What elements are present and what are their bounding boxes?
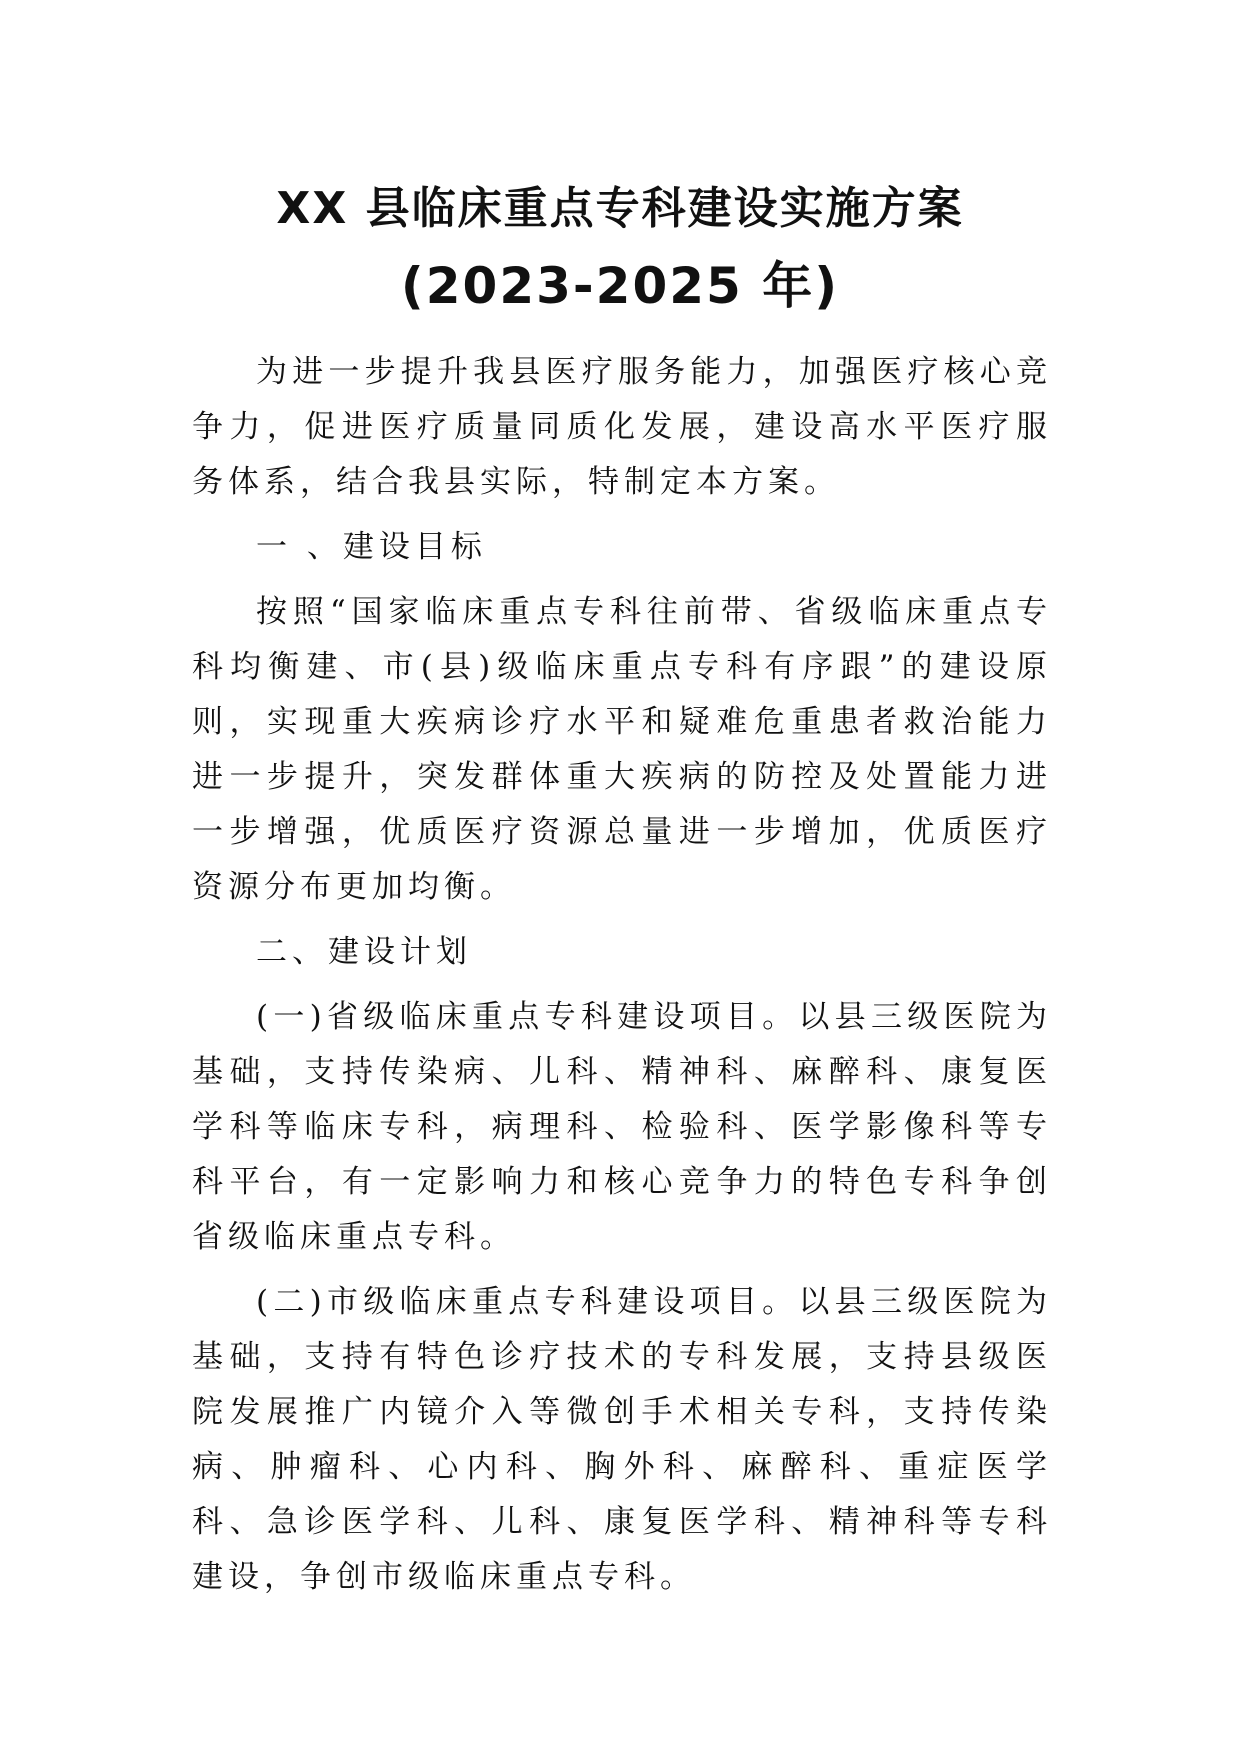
section-heading-goals: 一 、建设目标 (256, 529, 487, 565)
document-body (192, 345, 1052, 1615)
document-title: XX 县临床重点专科建设实施方案 (276, 183, 964, 234)
plan-item-municipal: (二)市级临床重点专科建设项目。以县三级医院为基础，支持有特色诊疗技术的专科发展，支持县级医院发展推广内镜介入等微创手术相关专科，支持传染病、肿瘤科、心内科、胸外科、麻醉科、重症医学科、急诊医学科、儿科、康复医学科、精神科等专科建设，争创市级临床重点专科。 (192, 1284, 1052, 1595)
section-heading-plan: 二、建设计划 (256, 934, 472, 970)
document-subtitle-years: (2023-2025 年) (400, 257, 840, 315)
intro-paragraph: 为进一步提升我县医疗服务能力，加强医疗核心竞争力，促进医疗质量同质化发展，建设高水平医疗服务体系，结合我县实际，特制定本方案。 (192, 354, 1052, 500)
plan-item-provincial: (一)省级临床重点专科建设项目。以县三级医院为基础，支持传染病、儿科、精神科、麻醉科、康复医学科等临床专科，病理科、检验科、医学影像科等专科平台，有一定影响力和核心竞争力的特色专科争创省级临床重点专科。 (192, 999, 1052, 1255)
goals-paragraph: 按照“国家临床重点专科往前带、省级临床重点专科均衡建、市(县)级临床重点专科有序跟”的建设原则，实现重大疾病诊疗水平和疑难危重患者救治能力进一步提升，突发群体重大疾病的防控及处置能力进一步增强，优质医疗资源总量进一步增加，优质医疗资源分布更加均衡。 (192, 594, 1052, 905)
